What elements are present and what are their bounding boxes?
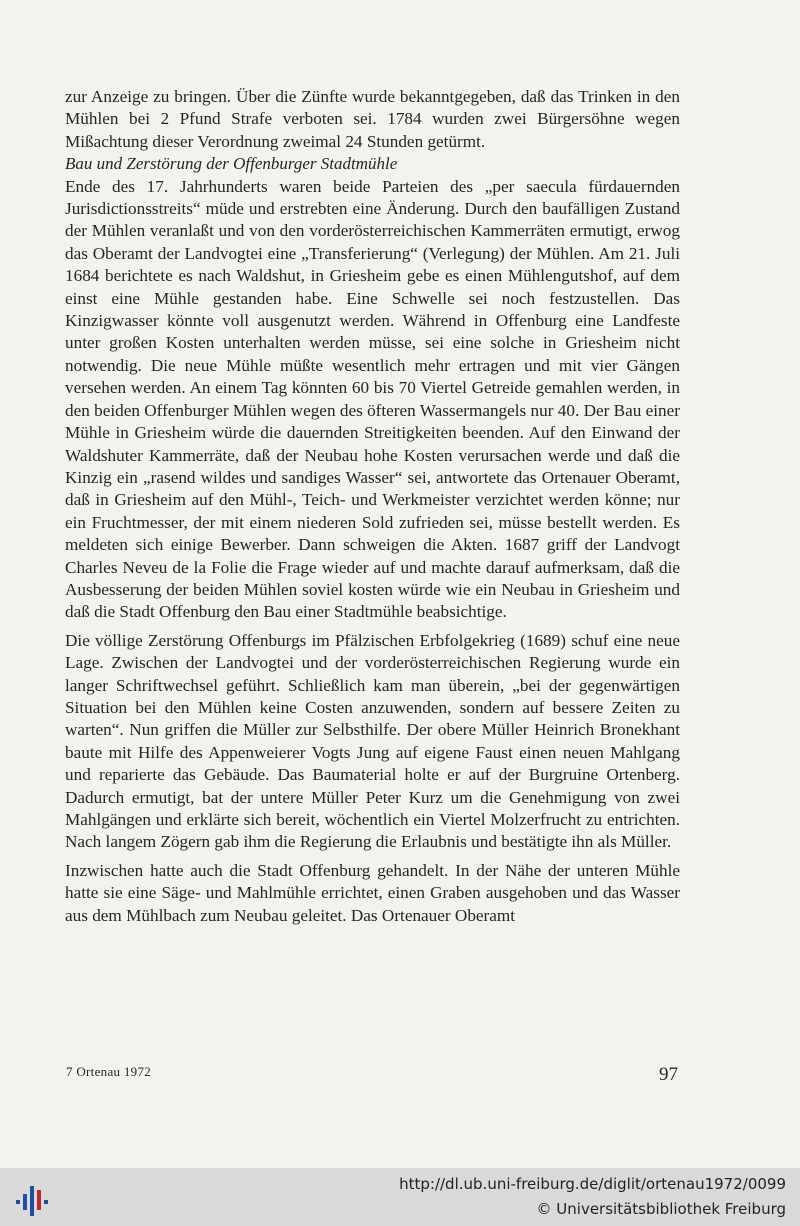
ub-freiburg-logo-icon[interactable] <box>12 1180 52 1220</box>
paragraph-1: zur Anzeige zu bringen. Über die Zünfte wurde bekanntgegeben, daß das Trinken in den Mühlen bei 2 Pfund Strafe verboten sei. 1784 wurden zwei Bürgersöhne wegen Mißachtung dieser Verordnung zweimal 24 Stunden getürmt. <box>65 87 680 151</box>
footer-signature: 7 Ortenau 1972 <box>66 1064 152 1079</box>
paragraph-2: Ende des 17. Jahrhunderts waren beide Parteien des „per saecula fürdauernden Jurisdictionsstreits“ müde und erstrebten eine Änderung. Durch den baufälligen Zustand der Mühlen veranlaßt und von den vorderösterreichischen Kammerräten ermutigt, erwog das Oberamt der Landvogtei eine „Transferierung“ (Verlegung) der Mühlen. Am 21. Juli 1684 berichtete es nach Waldshut, in Griesheim gebe es einen Mühlengutshof, auf dem einst eine Mühle gestanden habe. Eine Schwelle sei noch festzustellen. Das Kinzigwasser könnte voll ausgenutzt werden. Während in Offenburg eine Landfeste unter großen Kosten unterhalten werden müsse, sei eine solche in Griesheim nicht notwendig. Die neue Mühle müßte wesentlich mehr ertragen und mit vier Gängen versehen werden. An einem Tag könnten 60 bis 70 Viertel Getreide gemahlen werden, in den beiden Offenburger Mühlen wegen des öfteren Wassermangels nur 40. Der Bau einer Mühle in Griesheim würde die dauernden Streitigkeiten beenden. Auf den Einwand der Waldshuter Kammerräte, daß der Neubau hohe Kosten verursachen werde und daß die Kinzig ein „rasend wildes und sandiges Wasser“ sei, antwortete das Ortenauer Oberamt, daß in Griesheim auf den Mühl-, Teich- und Werkmeister verzichtet werden könne; nur ein Fruchtmesser, der mit einem niederen Sold zufrieden sei, müsse bestellt werden. Es meldeten sich einige Bewerber. Dann schweigen die Akten. 1687 griff der Landvogt Charles Neveu de la Folie die Frage wieder auf und machte darauf aufmerksam, daß die Ausbesserung der beiden Mühlen soviel kosten würde wie ein Neubau in Griesheim und daß die Stadt Offenburg den Bau einer Stadtmühle beabsichtige. <box>65 176 680 622</box>
permalink-url[interactable]: http://dl.ub.uni-freiburg.de/diglit/ortenau1972/0099 <box>399 1175 786 1193</box>
paragraph-4: Inzwischen hatte auch die Stadt Offenburg gehandelt. In der Nähe der unteren Mühle hatte sie eine Säge- und Mahlmühle errichtet, einen Graben ausgehoben und das Wasser aus dem Mühlbach zum Neubau geleitet. Das Ortenauer Oberamt <box>65 860 680 925</box>
page-number: 97 <box>659 1064 678 1085</box>
section-heading: Bau und Zerstörung der Offenburger Stadtmühle <box>65 154 398 174</box>
copyright-notice: © Universitätsbibliothek Freiburg <box>536 1200 786 1218</box>
text-body <box>65 86 680 927</box>
paragraph-3: Die völlige Zerstörung Offenburgs im Pfälzischen Erbfolgekrieg (1689) schuf eine neue Lage. Zwischen der Landvogtei und der vorderösterreichischen Regierung wurde ein langer Schriftwechsel geführt. Schließlich kam man überein, „bei der gegenwärtigen Situation bei den Mühlen keine Costen anzuwenden, sondern auf bessere Zeiten zu warten“. Nun griffen die Müller zur Selbsthilfe. Der obere Müller Heinrich Bronekhant baute mit Hilfe des Appenweierer Vogts Jung auf eigene Faust einen neuen Mahlgang und reparierte das Gebäude. Das Baumaterial holte er auf der Burgruine Ortenberg. Dadurch ermutigt, bat der untere Müller Peter Kurz um die Genehmigung von zwei Mahlgängen und erklärte sich bereit, wöchentlich ein Viertel Molzerfrucht zu entrichten. Nach langem Zögern gab ihm die Regierung die Erlaubnis und bestätigte ihn als Müller. <box>65 630 680 852</box>
viewer-footer-bar <box>0 1168 800 1226</box>
